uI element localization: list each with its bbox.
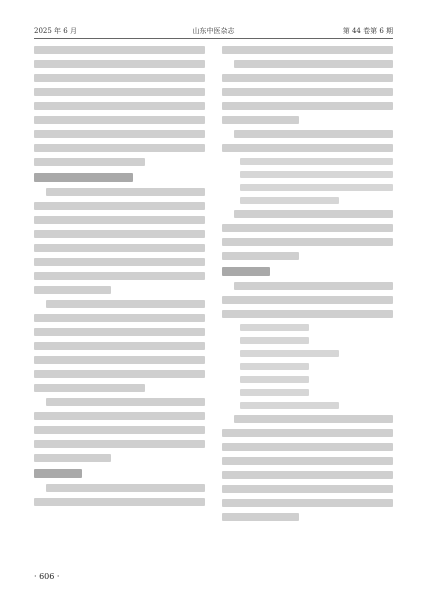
text-line xyxy=(222,513,299,521)
list-item xyxy=(240,402,339,409)
subsection-heading xyxy=(222,267,270,276)
list-item xyxy=(240,376,309,383)
text-line xyxy=(222,88,393,96)
text-line xyxy=(222,485,393,493)
text-line xyxy=(222,499,393,507)
text-line xyxy=(234,210,393,218)
text-line xyxy=(222,74,393,82)
text-line xyxy=(34,454,111,462)
text-line xyxy=(222,457,393,465)
text-line xyxy=(34,158,145,166)
text-line xyxy=(222,144,393,152)
text-line xyxy=(34,258,205,266)
subsection-heading xyxy=(34,469,82,478)
text-line xyxy=(222,443,393,451)
text-line xyxy=(34,328,205,336)
text-line xyxy=(34,498,205,506)
section-heading xyxy=(34,173,133,182)
text-line xyxy=(222,238,393,246)
text-line xyxy=(34,116,205,124)
quote-line xyxy=(240,184,393,191)
text-line xyxy=(222,102,393,110)
text-line xyxy=(34,144,205,152)
text-line xyxy=(34,342,205,350)
text-line xyxy=(34,286,111,294)
text-line xyxy=(34,130,205,138)
text-line xyxy=(234,282,393,290)
text-line xyxy=(34,412,205,420)
text-line xyxy=(222,296,393,304)
text-line xyxy=(34,60,205,68)
text-line xyxy=(222,224,393,232)
text-line xyxy=(222,46,393,54)
text-line xyxy=(34,216,205,224)
text-line xyxy=(222,471,393,479)
quote-line xyxy=(240,158,393,165)
list-item xyxy=(240,337,309,344)
header-journal: 山东中医杂志 xyxy=(192,27,235,35)
text-line xyxy=(234,415,393,423)
quotation-block xyxy=(240,158,393,204)
text-line xyxy=(46,484,205,492)
list-item xyxy=(240,324,309,331)
header-date: 2025 年 6 月 xyxy=(34,27,77,35)
text-line xyxy=(222,310,393,318)
text-line xyxy=(34,46,205,54)
text-line xyxy=(222,252,299,260)
page-number: · 606 · xyxy=(34,572,60,581)
text-line xyxy=(34,102,205,110)
text-line xyxy=(34,202,205,210)
text-line xyxy=(46,398,205,406)
text-line xyxy=(34,314,205,322)
header-rule xyxy=(34,38,393,39)
quote-line xyxy=(240,171,393,178)
text-line xyxy=(34,440,205,448)
text-line xyxy=(234,60,393,68)
text-line xyxy=(34,244,205,252)
text-line xyxy=(222,116,299,124)
text-line xyxy=(34,384,145,392)
text-line xyxy=(34,88,205,96)
text-line xyxy=(34,426,205,434)
running-header xyxy=(34,26,393,38)
text-line xyxy=(34,74,205,82)
text-line xyxy=(34,230,205,238)
list-item xyxy=(240,363,309,370)
list-item xyxy=(240,389,309,396)
pulse-list xyxy=(240,324,393,409)
text-line xyxy=(34,356,205,364)
text-line xyxy=(46,188,205,196)
right-column xyxy=(222,46,393,566)
left-column xyxy=(34,46,205,566)
text-line xyxy=(34,272,205,280)
text-line xyxy=(46,300,205,308)
text-line xyxy=(234,130,393,138)
quote-line xyxy=(240,197,339,204)
text-line xyxy=(34,370,205,378)
header-issue: 第 44 卷第 6 期 xyxy=(342,27,393,35)
text-line xyxy=(222,429,393,437)
list-item xyxy=(240,350,339,357)
